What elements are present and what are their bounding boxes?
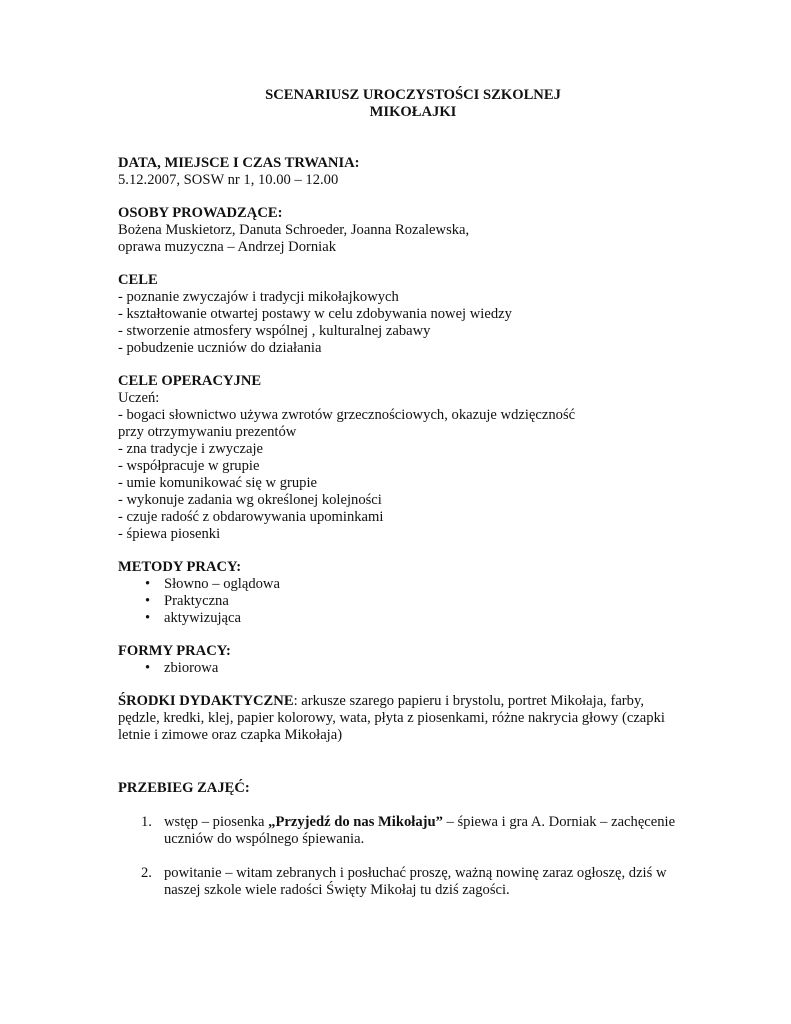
section-text: : arkusze szarego papieru i brystolu, portret Mikołaja, farby, pędzle, kredki, klej, papier kolorowy, wata, płyta z piosenkami, różne nakrycia głowy (czapki letnie i zimowe oraz czapka Mikołaja) bbox=[118, 693, 665, 743]
bullet-icon: • bbox=[145, 576, 151, 592]
section-cele-operacyjne bbox=[118, 373, 678, 543]
list-item-text: powitanie – witam zebranych i posłuchać proszę, ważną nowinę zaraz ogłoszę, dziś w naszej szkole wiele radości Święty Mikołaj tu dziś zagości. bbox=[164, 865, 667, 898]
list-item-text: – śpiewa i gra A. Dorniak – zachęcenie uczniów do wspólnego śpiewania. bbox=[164, 814, 676, 847]
document-page bbox=[118, 87, 678, 916]
list-item: - śpiewa piosenki bbox=[118, 526, 221, 542]
section-osoby bbox=[118, 205, 678, 256]
list-item bbox=[141, 865, 678, 899]
list-item: - pobudzenie uczniów do działania bbox=[118, 340, 322, 356]
section-heading: OSOBY PROWADZĄCE: bbox=[118, 205, 283, 221]
bullet-icon: • bbox=[145, 660, 151, 676]
section-text: Bożena Muskietorz, Danuta Schroeder, Joanna Rozalewska, bbox=[118, 222, 470, 238]
list-item: - poznanie zwyczajów i tradycji mikołajkowych bbox=[118, 289, 399, 305]
list-number: 1. bbox=[141, 814, 152, 830]
bullet-list bbox=[118, 576, 678, 627]
numbered-list bbox=[118, 814, 678, 899]
list-item bbox=[141, 814, 678, 848]
section-formy bbox=[118, 643, 678, 677]
list-item bbox=[145, 610, 678, 627]
list-item bbox=[145, 660, 678, 677]
list-item: - wykonuje zadania wg określonej kolejności bbox=[118, 492, 382, 508]
title-line-1: SCENARIUSZ UROCZYSTOŚCI SZKOLNEJ bbox=[265, 87, 561, 103]
bullet-list bbox=[118, 660, 678, 677]
list-item: - kształtowanie otwartej postawy w celu zdobywania nowej wiedzy bbox=[118, 306, 512, 322]
title-line-2: MIKOŁAJKI bbox=[369, 104, 457, 120]
document-title bbox=[118, 87, 678, 121]
song-title: „Przyjedź do nas Mikołaju” bbox=[268, 814, 443, 830]
list-item: - stworzenie atmosfery wspólnej , kulturalnej zabawy bbox=[118, 323, 431, 339]
section-text: oprawa muzyczna – Andrzej Dorniak bbox=[118, 239, 337, 255]
section-heading: DATA, MIEJSCE I CZAS TRWANIA: bbox=[118, 155, 360, 171]
list-number: 2. bbox=[141, 865, 152, 881]
section-heading: PRZEBIEG ZAJĘĆ: bbox=[118, 780, 250, 796]
list-item-text: Praktyczna bbox=[164, 593, 229, 609]
section-data-miejsce bbox=[118, 155, 678, 189]
list-item: - współpracuje w grupie bbox=[118, 458, 260, 474]
section-heading: FORMY PRACY: bbox=[118, 643, 231, 659]
list-item: - bogaci słownictwo używa zwrotów grzecznościowych, okazuje wdzięczność bbox=[118, 407, 576, 423]
section-intro: Uczeń: bbox=[118, 390, 160, 406]
bullet-icon: • bbox=[145, 593, 151, 609]
section-text: 5.12.2007, SOSW nr 1, 10.00 – 12.00 bbox=[118, 172, 339, 188]
list-item: - umie komunikować się w grupie bbox=[118, 475, 317, 491]
list-item-text: zbiorowa bbox=[164, 660, 219, 676]
list-item: przy otrzymywaniu prezentów bbox=[118, 424, 297, 440]
section-cele bbox=[118, 272, 678, 357]
list-item: - czuje radość z obdarowywania upominkami bbox=[118, 509, 384, 525]
section-heading: ŚRODKI DYDAKTYCZNE bbox=[118, 693, 294, 709]
section-przebieg bbox=[118, 780, 678, 899]
list-item: - zna tradycje i zwyczaje bbox=[118, 441, 264, 457]
list-item bbox=[145, 593, 678, 610]
list-item bbox=[145, 576, 678, 593]
list-item-text: aktywizująca bbox=[164, 610, 241, 626]
section-metody bbox=[118, 559, 678, 627]
list-item-text: Słowno – oglądowa bbox=[164, 576, 280, 592]
section-heading: CELE OPERACYJNE bbox=[118, 373, 262, 389]
section-srodki bbox=[118, 693, 678, 744]
section-heading: CELE bbox=[118, 272, 158, 288]
bullet-icon: • bbox=[145, 610, 151, 626]
section-heading: METODY PRACY: bbox=[118, 559, 242, 575]
list-item-text: wstęp – piosenka bbox=[164, 814, 269, 830]
section-paragraph bbox=[118, 693, 678, 744]
